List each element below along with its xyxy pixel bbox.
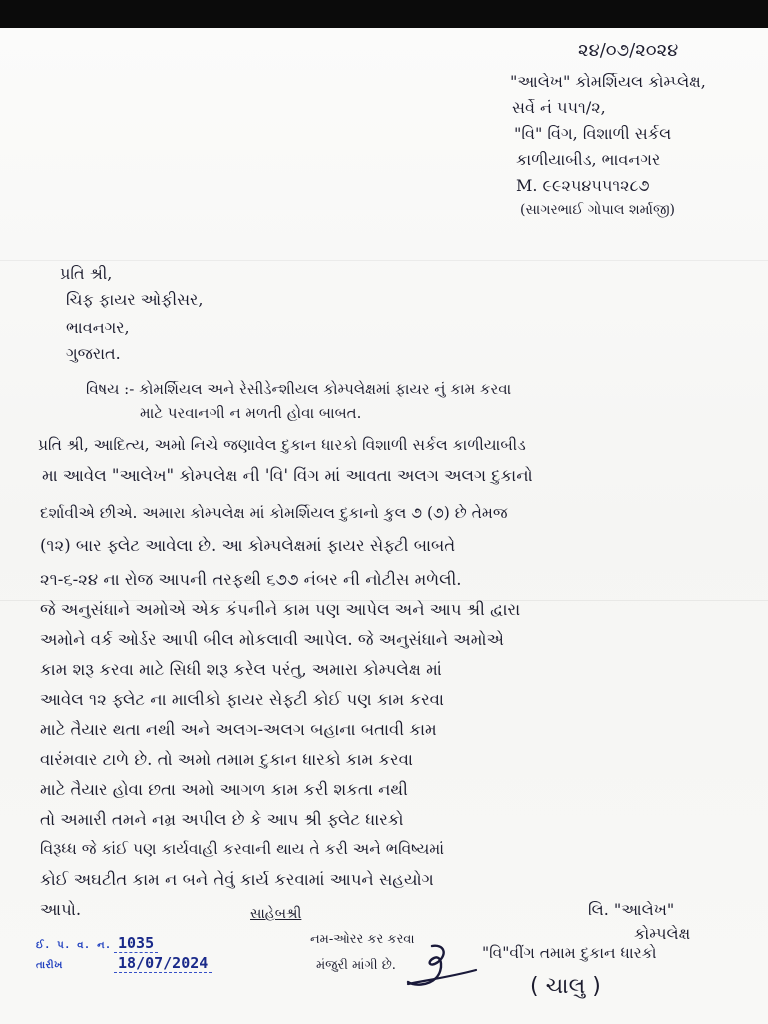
inward-date-label: તારીખ [36,960,63,971]
subject-line: વિષય :- કોમર્શિયલ અને રેસીડેન્શીયલ કોમ્પલેક્ષમાં ફાયર નું કામ કરવા [86,380,512,398]
body-line: પ્રતિ શ્રી, આદિત્ય, અમો નિચે જણાવેલ દુકાન ધારકો વિશાળી સર્કલ કાળીયાબીડ [38,436,526,454]
body-line: અમોને વર્ક ઓર્ડર આપી બીલ મોકલાવી આપેલ. જે અનુસંધાને અમોએ [40,630,504,649]
inward-stamp [36,934,250,976]
recipient-line: ગુજરાત. [66,344,121,363]
inward-date-value: 18/07/2024 [114,954,212,973]
letter-date: ૨૪/૦૭/૨૦૨૪ [578,40,679,61]
body-line: વિરૂધ્ધ જે કાંઈ પણ કાર્યવાહી કરવાની થાય તે કરી અને ભવિષ્યમાં [40,840,445,858]
closing-line: લિ. "આલેખ" [588,900,675,919]
body-line: (૧૨) બાર ફ્લેટ આવેલા છે. આ કોમ્પલેક્ષમાં ફાયર સેફ્ટી બાબતે [40,536,456,555]
annotation-line: મંજુરી માંગી છે. [316,958,396,973]
paper-fold-line [0,260,768,261]
body-line: કોઈ અઘટીત કામ ન બને તેવું કાર્ય કરવામાં આપને સહયોગ [40,870,434,889]
body-line: વારંમવાર ટાળે છે. તો અમો તમામ દુકાન ધારકો કામ કરવા [40,750,413,769]
subject-line: માટે પરવાનગી ન મળતી હોવા બાબત. [140,404,362,422]
closing-line: કોમ્પલેક્ષ [634,924,691,943]
body-line: માટે તૈયાર હોવા છતા અમો આગળ કામ કરી શકતા નથી [40,780,408,799]
signature [404,940,480,992]
inward-number-label: ઈ. પ. વ. ન. [36,940,112,951]
annotation-line: સાહેબશ્રી [250,906,302,922]
body-line: માટે તૈયાર થતા નથી અને અલગ-અલગ બહાના બતાવી કામ [40,720,437,739]
inward-number-value: 1035 [114,934,158,953]
body-line: તો અમારી તમને નમ્ર અપીલ છે કે આપ શ્રી ફ્લેટ ધારકો [40,810,404,829]
sender-contact-name: (સાગરભાઈ ગોપાલ શર્માજી) [520,202,676,218]
body-line: દર્શાવીએ છીએ. અમારા કોમ્પલેક્ષ માં કોમર્શિયલ દુકાનો કુલ ૭ (૭) છે તેમજ [40,504,508,522]
body-line: ૨૧-૬-૨૪ ના રોજ આપની તરફથી ૬૭૭ નંબર ની નોટીસ મળેલી. [40,570,462,589]
annotation-line: નમ-ઓરર કર કરવા [310,932,415,947]
body-line: મા આવેલ "આલેખ" કોમ્પલેક્ષ ની 'વિ' વિંગ માં આવતા અલગ અલગ દુકાનો [42,466,533,485]
recipient-line: ચિફ ફાયર ઓફીસર, [66,290,204,309]
recipient-line: પ્રતિ શ્રી, [60,264,113,283]
sender-line: "વિ" વિંગ, વિશાળી સર્કલ [514,124,672,143]
recipient-line: ભાવનગર, [66,318,130,337]
body-line: જે અનુસંધાને અમોએ એક કંપનીને કામ પણ આપેલ અને આપ શ્રી દ્વારા [40,600,521,619]
body-line: આવેલ ૧૨ ફ્લેટ ના માલીકો ફાયર સેફ્ટી કોઈ પણ કામ કરવા [40,690,444,709]
sender-phone: M. ૯૯૨૫૪૫૫૧૨૮૭ [516,176,650,195]
body-line: કામ શરૂ કરવા માટે સિધી શરૂ કરેલ પરંતુ, અમારા કોમ્પલેક્ષ માં [40,660,442,679]
sender-line: સર્વે નં ૫૫૧/૨, [512,98,606,117]
signatory-tag: ( ચાલુ ) [530,974,601,999]
signatory: "વિ"વીંગ તમામ દુકાન ધારકો [482,944,657,962]
sender-line: કાળીયાબીડ, ભાવનગર [516,150,661,169]
body-line: આપો. [40,900,82,919]
scan-top-border [0,0,768,28]
sender-line: "આલેખ" કોમર્શિયલ કોમ્પ્લેક્ષ, [510,72,706,91]
